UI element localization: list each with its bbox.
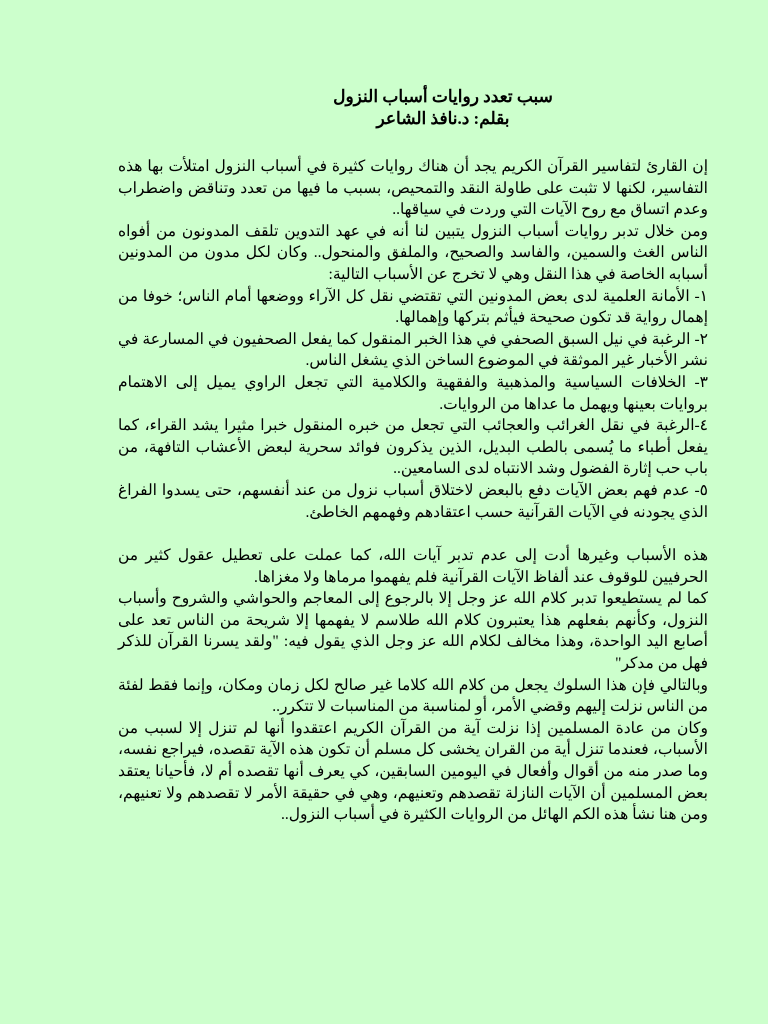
reason-item: ٣- الخلافات السياسية والمذهبية والفقهية والكلامية التي تجعل الراوي يميل إلى الاهتمام بروايات بعينها ويهمل ما عداها من الروايات. (118, 373, 708, 413)
intro-paragraph: إن القارئ لتفاسير القرآن الكريم يجد أن هناك روايات كثيرة في أسباب النزول امتلأت بها هذه التفاسير، لكنها لا تثبت على طاولة النقد والتمحيص، بسبب ما فيها من تعدد وتناقض واضطراب وعدم اتساق مع روح الآيات التي وردت في سياقها.. (118, 158, 708, 219)
reason-item: ٤-الرغبة في نقل الغرائب والعجائب التي تجعل من خبره المنقول خبرا مثيرا يشد القراء، كما يفعل أطباء ما يُسمى بالطب البديل، الذين يذكرون فوائد سحرية لبعض الأعشاب التافهة، من باب حب إثارة الفضول وشد الانتباه لدى السامعين.. (118, 417, 708, 478)
article-title: سبب تعدد روايات أسباب النزول (333, 87, 553, 106)
body-paragraph: وبالتالي فإن هذا السلوك يجعل من كلام الله كلاما غير صالح لكل زمان ومكان، وإنما فقط لفئة من الناس نزلت إليهم وقضي الأمر، أو لمناسبة من المناسبات لا تتكرر.. (118, 676, 708, 716)
reason-item: ١- الأمانة العلمية لدى بعض المدونين التي تقتضي نقل كل الآراء ووضعها أمام الناس؛ خوفا من إهمال رواية قد تكون صحيحة فيأثم بتركها وإهمالها. (118, 287, 708, 327)
article-author: بقلم: د.نافذ الشاعر (376, 109, 510, 128)
body-paragraph: كما لم يستطيعوا تدبر كلام الله عز وجل إلا بالرجوع إلى المعاجم والحواشي والشروح وأسباب النزول، وكأنهم بفعلهم هذا يعتبرون كلام الله طلاسم لا يفهمها إلا شريحة من الناس تعد على أصابع اليد الواحدة، وهذا مخالف لكلام الله عز وجل الذي يقول فيه: "ولقد يسرنا القرآن للذكر فهل من مدكر" (118, 590, 708, 673)
body-paragraph: وكان من عادة المسلمين إذا نزلت آية من القرآن الكريم اعتقدوا أنها لم تنزل إلا لسبب من الأسباب، فعندما تنزل أية من القران يخشى كل مسلم أن تكون هذه الآية تقصده، فيراجع نفسه، وما صدر منه من أقوال وأفعال في اليومين السابقين، كي يعرف أنها تقصده أم لا، فأحيانا يعتقد بعض المسلمين أن الآيات النازلة تقصدهم وتعنيهم، وهي في حقيقة الأمر لا تقصدهم ولا تعنيهم، ومن هنا نشأ هذه الكم الهائل من الروايات الكثيرة في أسباب النزول.. (118, 719, 708, 824)
article (118, 86, 708, 826)
reason-item: ٢- الرغبة في نيل السبق الصحفي في هذا الخبر المنقول كما يفعل الصحفيون في المسارعة في نشر الأخبار غير الموثقة في الموضوع الساخن الذي يشغل الناس. (118, 330, 708, 370)
reason-item: ٥- عدم فهم بعض الآيات دفع بالبعض لاختلاق أسباب نزول من عند أنفسهم، حتى يسدوا الفراغ الذي يجودنه في الآيات القرآنية حسب اعتقادهم وفهمهم الخاطئ. (118, 481, 708, 521)
intro-paragraph-2: ومن خلال تدبر روايات أسباب النزول يتبين لنا أنه في عهد التدوين تلقف المدونون من أفواه الناس الغث والسمين، والفاسد والصحيح، والملفق والمنحول.. وكان لكل مدون من المدونين أسبابه الخاصة في هذا النقل وهي لا تخرج عن الأسباب التالية: (118, 222, 708, 283)
body-paragraph: هذه الأسباب وغيرها أدت إلى عدم تدبر آيات الله، كما عملت على تعطيل عقول كثير من الحرفيين للوقوف عند ألفاظ الآيات القرآنية فلم يفهموا مرماها ولا مغزاها. (118, 547, 708, 586)
paragraph-spacer (118, 523, 708, 545)
